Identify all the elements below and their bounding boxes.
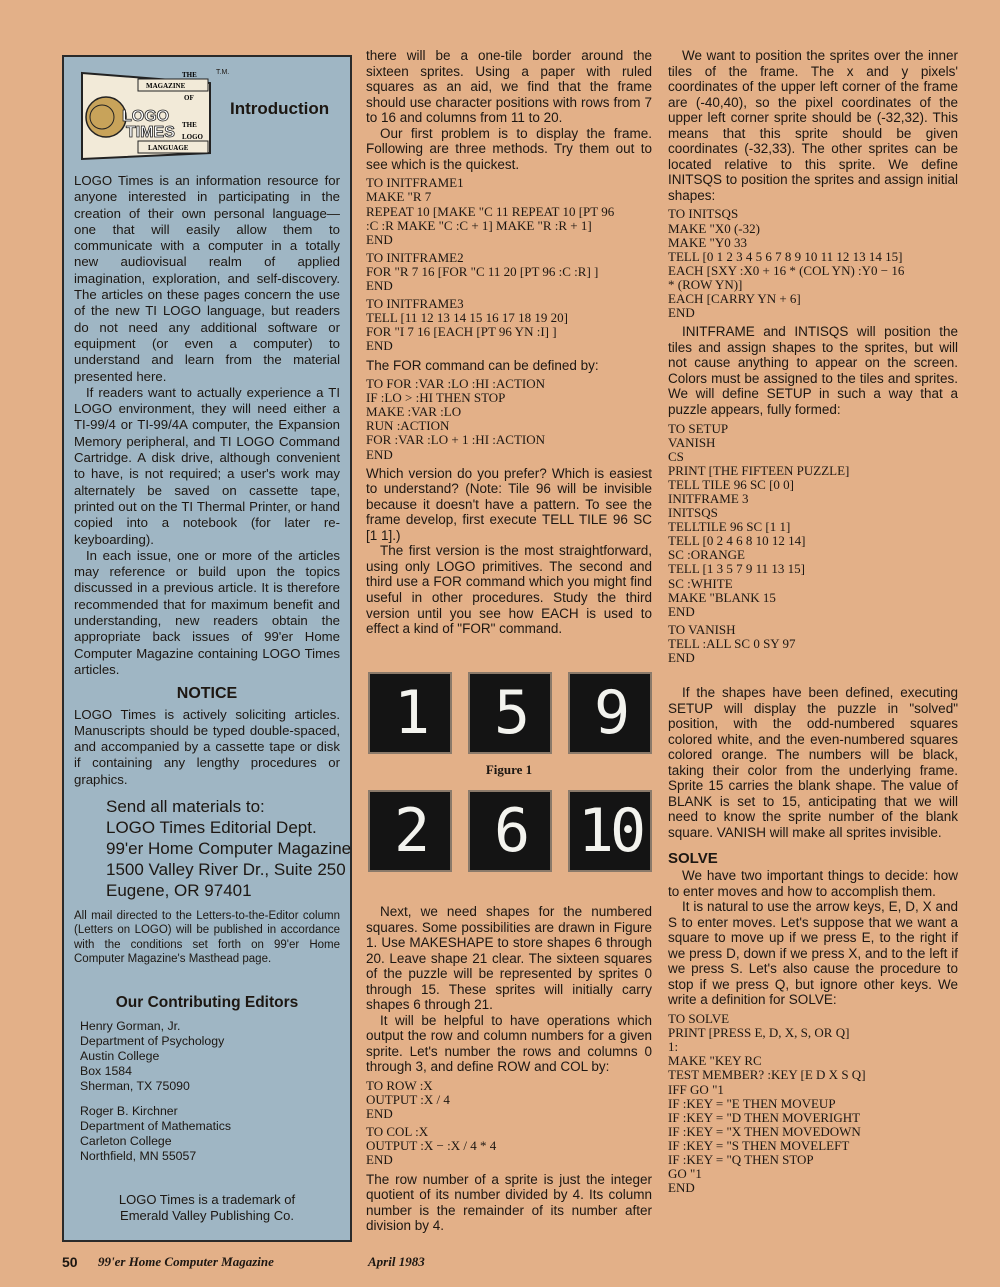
trademark-line: LOGO Times is a trademark of <box>118 1192 296 1208</box>
paragraph: We want to position the sprites over the inner tiles of the frame. The x and y pixels' coordinates of the upper left corner of the frame are (-40,40), so the pixel coordinates of the upper left corner sprite should be (-32,32). This means that this sprite should be given coordinates (-32,33). The other sprites can be located relative to this sprite. We define INITSQS to position the sprites and assign initial shapes: <box>668 48 958 203</box>
send-line: Eugene, OR 97401 <box>106 880 252 900</box>
logo-word: OF <box>184 94 194 102</box>
send-line: 99'er Home Computer Magazine <box>106 838 352 858</box>
editor-entry <box>80 1019 340 1094</box>
article-column-3 <box>668 48 958 1199</box>
intro-title: Introduction <box>230 99 330 118</box>
code-line: END <box>668 603 695 619</box>
code-line: INITSQS <box>668 505 718 521</box>
paragraph: INITFRAME and INTISQS will position the tiles and assign shapes to the sprites, but will not cause anything to appear on the screen. Colors must be assigned to the tiles and sprites. We will define SETUP in such a way that a puzzle appears, fully formed: <box>668 324 958 417</box>
tile-number: 6 <box>493 796 527 866</box>
code-col <box>366 1125 652 1167</box>
code-line: VANISH <box>668 434 716 450</box>
logo-word: LOGO <box>182 133 204 141</box>
tile-number: 9 <box>593 678 627 748</box>
puzzle-tile <box>568 790 652 872</box>
code-line: END <box>366 338 393 354</box>
editors-title: Our Contributing Editors <box>115 993 299 1011</box>
logo-word: THE <box>182 71 197 79</box>
intro-paragraph: LOGO Times is an information resource for anyone interested in participating in the creation of their own personal language—one that will easily allow them to communicate with a computer in a totally new audiovisual realm of applied imagination, exploration, and self-discovery. The articles on these pages concern the use of the new TI LOGO language, but readers do not need any additional software or equipment (or even a computer) to understand and learn from the material presented here. <box>74 173 340 384</box>
code-line: END <box>668 305 695 321</box>
tile-number: 1 <box>393 678 427 748</box>
code-line: FOR :VAR :LO + 1 :HI :ACTION <box>366 432 545 448</box>
figure-row-1 <box>368 672 652 754</box>
code-initframe1 <box>366 176 652 246</box>
code-line: TO INITFRAME3 <box>366 296 464 312</box>
trademark-mark: T.M. <box>216 69 230 76</box>
paragraph: We have two important things to decide: how to enter moves and how to accomplish them. <box>668 868 958 899</box>
paragraph: The first version is the most straightforward, using only LOGO primitives. The second and third use a FOR command which you might find useful in other procedures. Study the third version until you see how EACH is used to effect a kind of "FOR" command. <box>366 543 652 637</box>
code-line: TO ROW :X <box>366 1078 433 1094</box>
code-line: TELL [1 3 5 7 9 11 13 15] <box>668 561 805 577</box>
intro-paragraph: If readers want to actually experience a TI LOGO environment, they will need either a TI-99/4 or TI-99/4A computer, the Expansion Memory peripheral, and TI LOGO Command Cartridge. A disk drive, although convenient to have, is not required; a user's work may alternately be saved on cassette tape, printed out on the TI Thermal Printer, or hand copied into a notebook (for later re-keyboarding). <box>74 384 340 547</box>
code-line: TO INITFRAME1 <box>366 175 464 191</box>
code-line: OUTPUT :X / 4 <box>366 1092 450 1108</box>
code-line: TO FOR :VAR :LO :HI :ACTION <box>366 376 546 392</box>
code-line: TELLTILE 96 SC [1 1] <box>668 519 791 535</box>
code-line: IFF GO "1 <box>668 1081 724 1097</box>
paragraph: Which version do you prefer? Which is easiest to understand? (Note: Tile 96 will be invisible because it doesn't have a pattern. To see the frame develop, first execute TELL TILE 96 SC [1 1].) <box>366 465 652 543</box>
code-line: IF :KEY = "S THEN MOVELEFT <box>668 1137 850 1153</box>
editor-line: Sherman, TX 75090 <box>80 1079 190 1094</box>
code-line: SC :WHITE <box>668 575 733 591</box>
article-column-2-lower <box>366 904 652 1234</box>
editor-line: Box 1584 <box>80 1064 132 1079</box>
code-for <box>366 377 652 462</box>
code-row <box>366 1079 652 1121</box>
code-line: IF :KEY = "Q THEN STOP <box>668 1151 814 1167</box>
code-line: MAKE :VAR :LO <box>366 404 462 420</box>
paragraph: Next, we need shapes for the numbered squares. Some possibilities are drawn in Figure 1. Use MAKESHAPE to store shapes 6 through 20. Leave shape 21 clear. The sixteen squares of the puzzle will be represented by sprites 0 through 15. These sprites will initially carry shapes 6 through 21. <box>366 904 652 1013</box>
code-line: OUTPUT :X − :X / 4 * 4 <box>366 1138 497 1154</box>
code-solve <box>668 1012 958 1195</box>
code-line: MAKE "KEY RC <box>668 1053 762 1069</box>
code-line: CS <box>668 448 684 464</box>
logo-word: MAGAZINE <box>146 82 186 90</box>
logo-word: TIMES <box>126 124 175 141</box>
logo-area <box>74 63 340 173</box>
notice-text: LOGO Times is actively soliciting articles. Manuscripts should be typed double-spaced, and accompanied by a cassette tape or disk if containing any lengthy procedures or graphics. <box>74 706 340 787</box>
code-line: SC :ORANGE <box>668 547 745 563</box>
code-line: MAKE "R 7 <box>366 189 432 205</box>
figure-row-2 <box>368 790 652 872</box>
paragraph: It is natural to use the arrow keys, E, D, X and S to enter moves. Let's suppose that we want a square to move up if we press E, to the right if we press D, down if we press X, and to the left if we press S. Let's also cause the procedure to stop if we press Q, but ignore other keys. We write a definition for SOLVE: <box>668 899 958 1008</box>
code-line: PRINT [THE FIFTEEN PUZZLE] <box>668 462 850 478</box>
editor-line: Department of Psychology <box>80 1034 225 1049</box>
code-line: EACH [SXY :X0 + 16 * (COL YN) :Y0 − 16 <box>668 262 905 278</box>
code-line: END <box>668 1180 695 1196</box>
code-line: * (ROW YN)] <box>668 276 743 292</box>
editor-line: Northfield, MN 55057 <box>80 1149 197 1164</box>
editor-entry <box>80 1104 340 1164</box>
mail-note: All mail directed to the Letters-to-the-Editor column (Letters on LOGO) will be published in accordance with the conditions set forth on 99'er Home Computer Magazine's Masthead page. <box>74 909 340 966</box>
code-line: END <box>366 278 393 294</box>
code-line: TELL [11 12 13 14 15 16 17 18 19 20] <box>366 310 568 326</box>
sidebar-box <box>62 55 352 1242</box>
page-number: 50 <box>62 1254 78 1270</box>
code-line: EACH [CARRY YN + 6] <box>668 291 801 307</box>
logo-word: LANGUAGE <box>148 144 189 152</box>
notice-title: NOTICE <box>176 685 238 703</box>
puzzle-tile <box>568 672 652 754</box>
tile-number: 10 <box>577 796 643 866</box>
code-line: 1: <box>668 1039 679 1055</box>
code-line: IF :KEY = "E THEN MOVEUP <box>668 1095 836 1111</box>
logo-word: THE <box>182 121 197 129</box>
code-line: TELL :ALL SC 0 SY 97 <box>668 635 796 651</box>
code-line: TO SOLVE <box>668 1011 730 1027</box>
code-line: END <box>366 1106 393 1122</box>
paragraph: The FOR command can be defined by: <box>366 357 599 373</box>
code-line: END <box>366 231 393 247</box>
send-line: 1500 Valley River Dr., Suite 250 <box>106 859 346 879</box>
code-line: FOR "R 7 16 [FOR "C 11 20 [PT 96 :C :R] ] <box>366 263 599 279</box>
article-column-2 <box>366 48 652 637</box>
code-line: RUN :ACTION <box>366 418 450 434</box>
logo-word: LOGO <box>122 108 170 125</box>
code-line: REPEAT 10 [MAKE "C 11 REPEAT 10 [PT 96 <box>366 203 615 219</box>
code-line: FOR "I 7 16 [EACH [PT 96 YN :I] ] <box>366 324 557 340</box>
trademark-line: Emerald Valley Publishing Co. <box>120 1208 294 1224</box>
code-line: IF :KEY = "D THEN MOVERIGHT <box>668 1109 861 1125</box>
editor-line: Roger B. Kirchner <box>80 1104 178 1119</box>
code-initframe2 <box>366 251 652 293</box>
figure-caption: Figure 1 <box>485 762 533 777</box>
send-line: LOGO Times Editorial Dept. <box>106 817 317 837</box>
tile-number: 5 <box>493 678 527 748</box>
intro-paragraph: In each issue, one or more of the articles may reference or build upon the topics discussed in a previous article. It is therefore recommended that for maximum benefit and understanding, new readers obtain the appropriate back issues of 99'er Home Computer Magazine containing LOGO Times articles. <box>74 547 340 677</box>
code-line: TO INITSQS <box>668 206 739 222</box>
code-line: TELL TILE 96 SC [0 0] <box>668 476 795 492</box>
code-line: TEST MEMBER? :KEY [E D X S Q] <box>668 1067 866 1083</box>
puzzle-tile <box>368 672 452 754</box>
send-address <box>106 796 352 901</box>
code-line: END <box>366 446 393 462</box>
code-vanish <box>668 623 958 665</box>
editor-line: Austin College <box>80 1049 160 1064</box>
code-line: MAKE "Y0 33 <box>668 234 747 250</box>
code-initsqs <box>668 207 958 320</box>
code-line: INITFRAME 3 <box>668 490 749 506</box>
paragraph: It will be helpful to have operations which output the row and column numbers for a given sprite. Let's number the rows and columns 0 through 3, and define ROW and COL by: <box>366 1012 652 1075</box>
code-line: PRINT [PRESS E, D, X, S, OR Q] <box>668 1025 850 1041</box>
footer-magazine: 99'er Home Computer Magazine <box>98 1254 274 1269</box>
code-line: TO SETUP <box>668 420 729 436</box>
puzzle-tile <box>468 790 552 872</box>
code-line: IF :LO > :HI THEN STOP <box>366 390 506 406</box>
code-line: GO "1 <box>668 1166 702 1182</box>
tile-number: 2 <box>393 796 427 866</box>
send-line: Send all materials to: <box>106 796 265 816</box>
code-line: IF :KEY = "X THEN MOVEDOWN <box>668 1123 861 1139</box>
puzzle-tile <box>368 790 452 872</box>
paragraph: Our first problem is to display the frame. Following are three methods. Try them out to see which is the quickest. <box>366 125 652 172</box>
code-line: MAKE "X0 (-32) <box>668 220 760 236</box>
puzzle-tile <box>468 672 552 754</box>
editor-line: Carleton College <box>80 1134 172 1149</box>
editor-line: Henry Gorman, Jr. <box>80 1019 181 1034</box>
paragraph: If the shapes have been defined, executing SETUP will display the puzzle in "solved" position, with the odd-numbered squares colored white, and the even-numbered squares colored orange. The numbers will be black, taking their color from the underlying frame. Sprite 15 carries the blank shape. The value of BLANK is set to 15, anticipating that we will need to know the sprite number of the blank square. VANISH will make all sprites invisible. <box>668 685 958 841</box>
trademark-note <box>74 1192 340 1224</box>
code-initframe3 <box>366 297 652 353</box>
code-line: TELL [0 2 4 6 8 10 12 14] <box>668 533 806 549</box>
code-line: :C :R MAKE "C :C + 1] MAKE "R :R + 1] <box>366 217 592 233</box>
code-line: TO COL :X <box>366 1124 429 1140</box>
code-line: END <box>366 1152 393 1168</box>
editor-line: Department of Mathematics <box>80 1119 232 1134</box>
code-line: MAKE "BLANK 15 <box>668 589 776 605</box>
footer-date: April 1983 <box>368 1254 425 1269</box>
code-line: TELL [0 1 2 3 4 5 6 7 8 9 10 11 12 13 14 15] <box>668 248 903 264</box>
section-heading-solve: SOLVE <box>668 849 718 867</box>
code-line: END <box>668 650 695 665</box>
code-setup <box>668 422 958 619</box>
logo-times-emblem-icon <box>78 67 228 163</box>
paragraph: there will be a one-tile border around the sixteen sprites. Using a paper with ruled squares as an aid, we find that the frame should use character positions with rows from 7 to 16 and columns from 11 to 20. <box>366 48 652 126</box>
code-line: TO INITFRAME2 <box>366 249 464 265</box>
paragraph: The row number of a sprite is just the integer quotient of its number divided by 4. Its column number is the remainder of its number after division by 4. <box>366 1171 652 1234</box>
code-line: TO VANISH <box>668 621 736 637</box>
